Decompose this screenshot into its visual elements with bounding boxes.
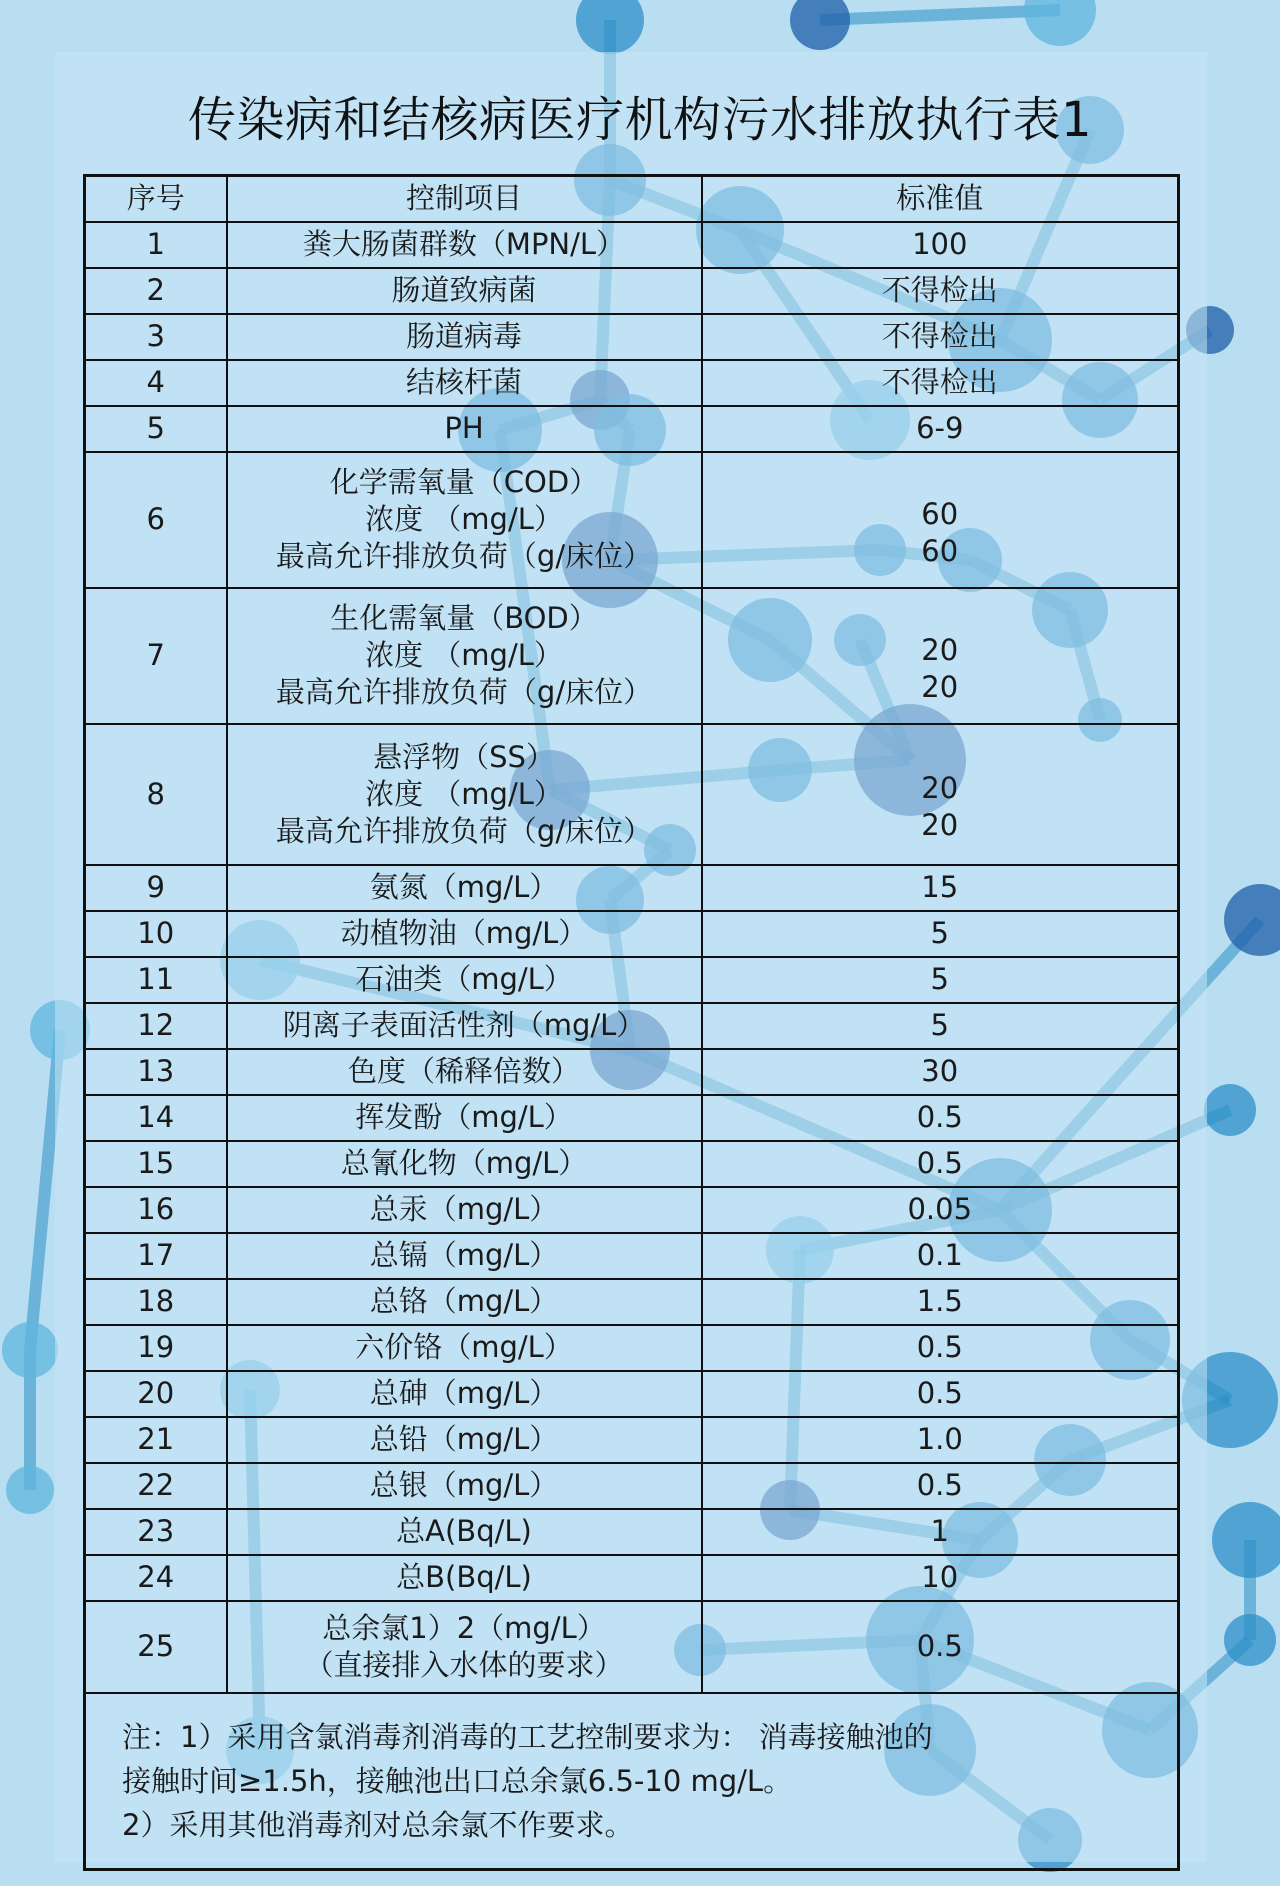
standard-value-cell — [702, 911, 1179, 957]
note-cell — [85, 1693, 1179, 1870]
table-row — [85, 1417, 1179, 1463]
standard-value-cell — [702, 1509, 1179, 1555]
control-item-text: 总铬（mg/L） — [369, 1284, 559, 1318]
standard-value-text: 0.5 — [916, 1146, 963, 1180]
serial-cell: 12 — [85, 1003, 227, 1049]
standard-value-cell — [702, 268, 1179, 314]
standard-value-text: 6-9 — [916, 411, 964, 445]
table-row — [85, 1049, 1179, 1095]
serial-cell: 13 — [85, 1049, 227, 1095]
standard-value-text: 10 — [921, 1560, 959, 1594]
serial-cell: 9 — [85, 865, 227, 911]
control-item-cell — [227, 1417, 702, 1463]
standard-value-text: 15 — [921, 870, 959, 904]
standard-value-text: 5 — [930, 916, 949, 950]
control-item-cell — [227, 724, 702, 865]
standard-value-cell — [702, 724, 1179, 865]
serial-cell: 17 — [85, 1233, 227, 1279]
control-item-cell — [227, 1371, 702, 1417]
control-item-cell — [227, 222, 702, 268]
table-row — [85, 1003, 1179, 1049]
table-row — [85, 1187, 1179, 1233]
table-row — [85, 314, 1179, 360]
control-item-text: 肠道致病菌 — [391, 273, 537, 307]
standard-value-text: 20 — [921, 771, 959, 805]
serial-cell: 6 — [85, 452, 227, 588]
standard-value-text: 1.5 — [916, 1284, 963, 1318]
table-row — [85, 1325, 1179, 1371]
serial-cell: 18 — [85, 1279, 227, 1325]
control-item-cell — [227, 1049, 702, 1095]
control-item-cell — [227, 1187, 702, 1233]
standard-value-cell — [702, 406, 1179, 452]
header-standard: 标准值 — [702, 176, 1179, 222]
header-item: 控制项目 — [227, 176, 702, 222]
page-title: 传染病和结核病医疗机构污水排放执行表1 — [187, 92, 1093, 148]
standard-value-text: 60 — [921, 533, 959, 568]
table-row — [85, 1509, 1179, 1555]
serial-cell: 23 — [85, 1509, 227, 1555]
control-item-cell — [227, 911, 702, 957]
table-row — [85, 1233, 1179, 1279]
standard-value-text: 20 — [921, 808, 959, 842]
standard-value-text: 0.5 — [916, 1330, 963, 1364]
control-item-text: 总余氯1）2（mg/L） — [322, 1610, 606, 1645]
control-item-text: 石油类（mg/L） — [355, 962, 573, 996]
table-row — [85, 911, 1179, 957]
control-item-text: 最高允许排放负荷（g/床位） — [275, 675, 653, 709]
control-item-cell — [227, 1601, 702, 1693]
table-row — [85, 452, 1179, 588]
control-item-text: 总A(Bq/L) — [396, 1514, 532, 1548]
standard-value-text: 0.05 — [907, 1192, 973, 1226]
standard-value-cell — [702, 957, 1179, 1003]
table-row — [85, 957, 1179, 1003]
serial-cell: 24 — [85, 1555, 227, 1601]
serial-cell: 10 — [85, 911, 227, 957]
molecule-atom — [1024, 0, 1096, 46]
molecule-atom — [576, 0, 644, 54]
standard-value-cell — [702, 1371, 1179, 1417]
standard-value-cell — [702, 452, 1179, 588]
control-item-cell — [227, 1095, 702, 1141]
molecule-atom — [1204, 1084, 1256, 1136]
control-item-text: 氨氮（mg/L） — [369, 870, 559, 904]
serial-cell: 4 — [85, 360, 227, 406]
control-item-text: 肠道病毒 — [405, 319, 522, 353]
note-line-3: 2）采用其他消毒剂对总余氯不作要求。 — [122, 1807, 634, 1842]
standard-value-cell — [702, 1003, 1179, 1049]
table-row — [85, 360, 1179, 406]
control-item-text: 总砷（mg/L） — [369, 1376, 559, 1410]
table-row — [85, 406, 1179, 452]
serial-cell: 20 — [85, 1371, 227, 1417]
control-item-cell — [227, 957, 702, 1003]
serial-cell: 3 — [85, 314, 227, 360]
standard-value-cell — [702, 1417, 1179, 1463]
control-item-text: 总镉（mg/L） — [369, 1238, 559, 1272]
serial-cell: 1 — [85, 222, 227, 268]
standard-value-text: 0.5 — [916, 1629, 963, 1663]
standard-value-text: 100 — [912, 227, 968, 261]
standard-value-text: 5 — [930, 1008, 949, 1042]
control-item-text: 浓度 （mg/L） — [365, 638, 563, 672]
standard-value-cell — [702, 1601, 1179, 1693]
table-row — [85, 1601, 1179, 1693]
serial-cell: 15 — [85, 1141, 227, 1187]
control-item-text: 挥发酚（mg/L） — [355, 1100, 573, 1134]
table-row — [85, 222, 1179, 268]
control-item-text: 总氰化物（mg/L） — [340, 1146, 588, 1180]
control-item-text: 结核杆菌 — [405, 365, 522, 399]
header-serial: 序号 — [85, 176, 227, 222]
control-item-text: 色度（稀释倍数） — [347, 1054, 580, 1088]
standard-value-text: 不得检出 — [881, 319, 998, 353]
molecule-atom — [790, 0, 850, 50]
serial-cell: 2 — [85, 268, 227, 314]
control-item-text: 总汞（mg/L） — [369, 1192, 559, 1226]
control-item-cell — [227, 1325, 702, 1371]
control-item-text: 化学需氧量（COD） — [329, 465, 599, 499]
molecule-atom — [1224, 1614, 1276, 1666]
control-item-cell — [227, 865, 702, 911]
control-item-cell — [227, 1233, 702, 1279]
control-item-cell — [227, 1141, 702, 1187]
control-item-text: 最高允许排放负荷（g/床位） — [275, 539, 653, 573]
note-line-1: 注：1）采用含氯消毒剂消毒的工艺控制要求为： 消毒接触池的 — [122, 1719, 933, 1754]
standard-value-cell — [702, 1141, 1179, 1187]
note-line-2: 接触时间≥1.5h，接触池出口总余氯6.5-10 mg/L。 — [122, 1763, 793, 1798]
molecule-bond — [820, 10, 1060, 20]
control-item-text: 粪大肠菌群数（MPN/L） — [302, 227, 626, 261]
standard-value-text: 0.1 — [916, 1238, 963, 1272]
control-item-cell — [227, 1509, 702, 1555]
standard-value-cell — [702, 1463, 1179, 1509]
molecule-atom — [1212, 1502, 1280, 1578]
control-item-cell — [227, 314, 702, 360]
serial-cell: 7 — [85, 588, 227, 724]
molecule-atom — [2, 1322, 58, 1378]
table-row — [85, 865, 1179, 911]
control-item-cell — [227, 1003, 702, 1049]
standard-value-cell — [702, 222, 1179, 268]
standard-value-cell — [702, 1049, 1179, 1095]
serial-cell: 14 — [85, 1095, 227, 1141]
control-item-cell — [227, 588, 702, 724]
control-item-text: 浓度 （mg/L） — [365, 502, 563, 536]
control-item-text: （直接排入水体的要求） — [304, 1647, 624, 1682]
molecule-atom — [6, 1466, 54, 1514]
control-item-cell — [227, 1555, 702, 1601]
serial-cell: 11 — [85, 957, 227, 1003]
control-item-text: 总银（mg/L） — [369, 1468, 559, 1502]
table-row — [85, 1141, 1179, 1187]
standard-value-cell — [702, 314, 1179, 360]
note-row — [85, 1693, 1179, 1870]
serial-cell: 5 — [85, 406, 227, 452]
control-item-text: 六价铬（mg/L） — [355, 1330, 573, 1364]
standard-value-text: 20 — [921, 669, 959, 704]
standard-value-text: 不得检出 — [881, 273, 998, 307]
standard-value-cell — [702, 1325, 1179, 1371]
control-item-cell — [227, 452, 702, 588]
standard-value-text: 5 — [930, 962, 949, 996]
standard-value-text: 20 — [921, 632, 959, 667]
standard-value-cell — [702, 1279, 1179, 1325]
standard-value-text: 1 — [930, 1514, 949, 1548]
table-row — [85, 1095, 1179, 1141]
table-row — [85, 724, 1179, 865]
table-header-row — [85, 176, 1179, 222]
standard-value-text: 60 — [921, 496, 959, 531]
control-item-cell — [227, 360, 702, 406]
control-item-text: PH — [444, 411, 484, 445]
standards-table — [83, 174, 1180, 1871]
control-item-cell — [227, 406, 702, 452]
standard-value-text: 1.0 — [916, 1422, 963, 1456]
serial-cell: 16 — [85, 1187, 227, 1233]
standard-value-text: 30 — [921, 1054, 959, 1088]
serial-cell: 21 — [85, 1417, 227, 1463]
table-row — [85, 1555, 1179, 1601]
serial-cell: 8 — [85, 724, 227, 865]
standard-value-cell — [702, 1095, 1179, 1141]
standard-value-text: 0.5 — [916, 1100, 963, 1134]
control-item-text: 总铅（mg/L） — [369, 1422, 559, 1456]
standard-value-text: 不得检出 — [881, 365, 998, 399]
table-row — [85, 268, 1179, 314]
control-item-cell — [227, 1463, 702, 1509]
serial-cell: 19 — [85, 1325, 227, 1371]
control-item-text: 总B(Bq/L) — [396, 1560, 532, 1594]
standard-value-cell — [702, 1555, 1179, 1601]
standard-value-cell — [702, 360, 1179, 406]
table-row — [85, 1279, 1179, 1325]
control-item-text: 最高允许排放负荷（g/床位） — [275, 813, 653, 848]
control-item-text: 生化需氧量（BOD） — [330, 601, 598, 635]
standard-value-text: 0.5 — [916, 1468, 963, 1502]
standard-value-text: 0.5 — [916, 1376, 963, 1410]
table-row — [85, 1463, 1179, 1509]
standard-value-cell — [702, 588, 1179, 724]
standard-value-cell — [702, 865, 1179, 911]
standard-value-cell — [702, 1187, 1179, 1233]
control-item-text: 悬浮物（SS） — [373, 739, 555, 774]
table-row — [85, 1371, 1179, 1417]
control-item-text: 阴离子表面活性剂（mg/L） — [282, 1008, 646, 1042]
control-item-text: 动植物油（mg/L） — [340, 916, 588, 950]
table-row — [85, 588, 1179, 724]
serial-cell: 25 — [85, 1601, 227, 1693]
control-item-cell — [227, 268, 702, 314]
table-body — [85, 222, 1179, 1693]
serial-cell: 22 — [85, 1463, 227, 1509]
control-item-cell — [227, 1279, 702, 1325]
standard-value-cell — [702, 1233, 1179, 1279]
control-item-text: 浓度 （mg/L） — [365, 776, 563, 811]
